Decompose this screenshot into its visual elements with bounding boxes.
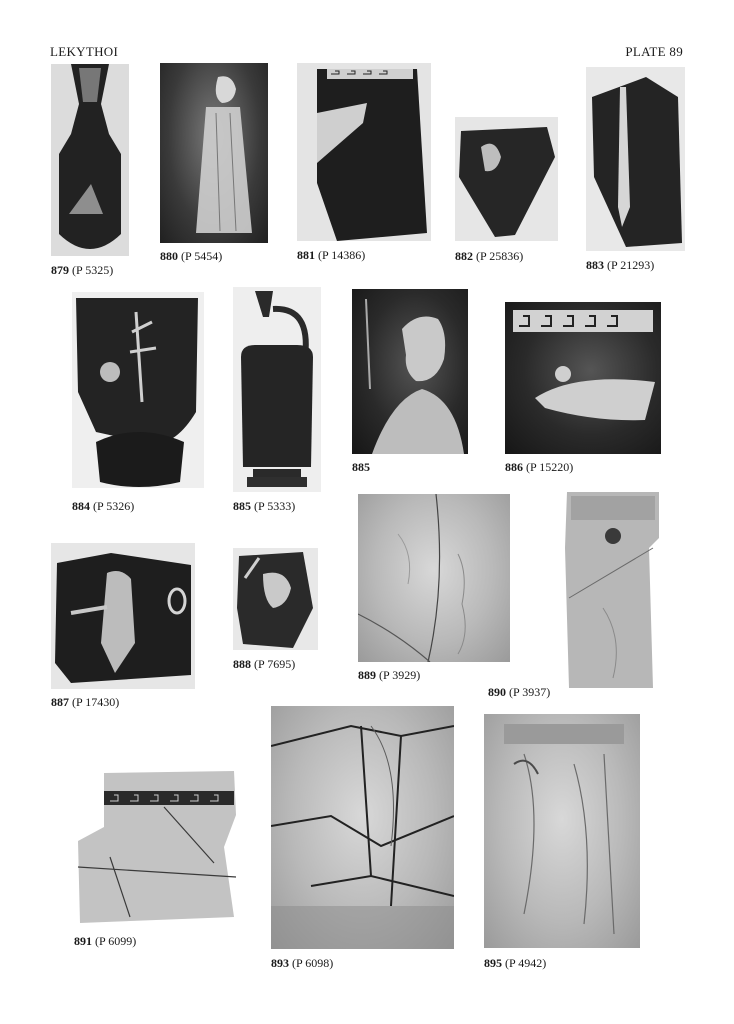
photo-883: [586, 67, 685, 251]
caption-885a: 885 (P 5333): [233, 499, 296, 513]
photo-895: [484, 714, 640, 948]
photo-885a: [233, 287, 321, 492]
caption-888: 888 (P 7695): [233, 657, 296, 671]
photo-884: [72, 292, 204, 488]
caption-881: 881 (P 14386): [297, 248, 366, 262]
running-head-left: LEKYTHOI: [50, 44, 119, 59]
photo-891: [74, 767, 242, 927]
caption-895: 895 (P 4942): [484, 956, 547, 970]
caption-886: 886 (P 15220): [505, 460, 574, 474]
caption-891: 891 (P 6099): [74, 934, 137, 948]
photo-880: [160, 63, 268, 243]
caption-879: 879 (P 5325): [51, 263, 114, 277]
caption-893: 893 (P 6098): [271, 956, 334, 970]
photo-893: [271, 706, 454, 949]
photo-882: [455, 117, 558, 241]
photo-889: [358, 494, 510, 662]
photo-888: [233, 548, 318, 650]
photo-885b: [352, 289, 468, 454]
photo-881: [297, 63, 431, 241]
caption-880: 880 (P 5454): [160, 249, 223, 263]
photo-879: [51, 64, 129, 256]
photo-890: [563, 488, 662, 692]
caption-882: 882 (P 25836): [455, 249, 524, 263]
photo-887: [51, 543, 195, 689]
caption-884: 884 (P 5326): [72, 499, 135, 513]
caption-889: 889 (P 3929): [358, 668, 421, 682]
caption-890: 890 (P 3937): [488, 685, 551, 699]
photo-886: [505, 302, 661, 454]
caption-885b: 885: [352, 460, 370, 474]
caption-887: 887 (P 17430): [51, 695, 120, 709]
caption-883: 883 (P 21293): [586, 258, 655, 272]
plate-number: PLATE 89: [625, 44, 683, 59]
